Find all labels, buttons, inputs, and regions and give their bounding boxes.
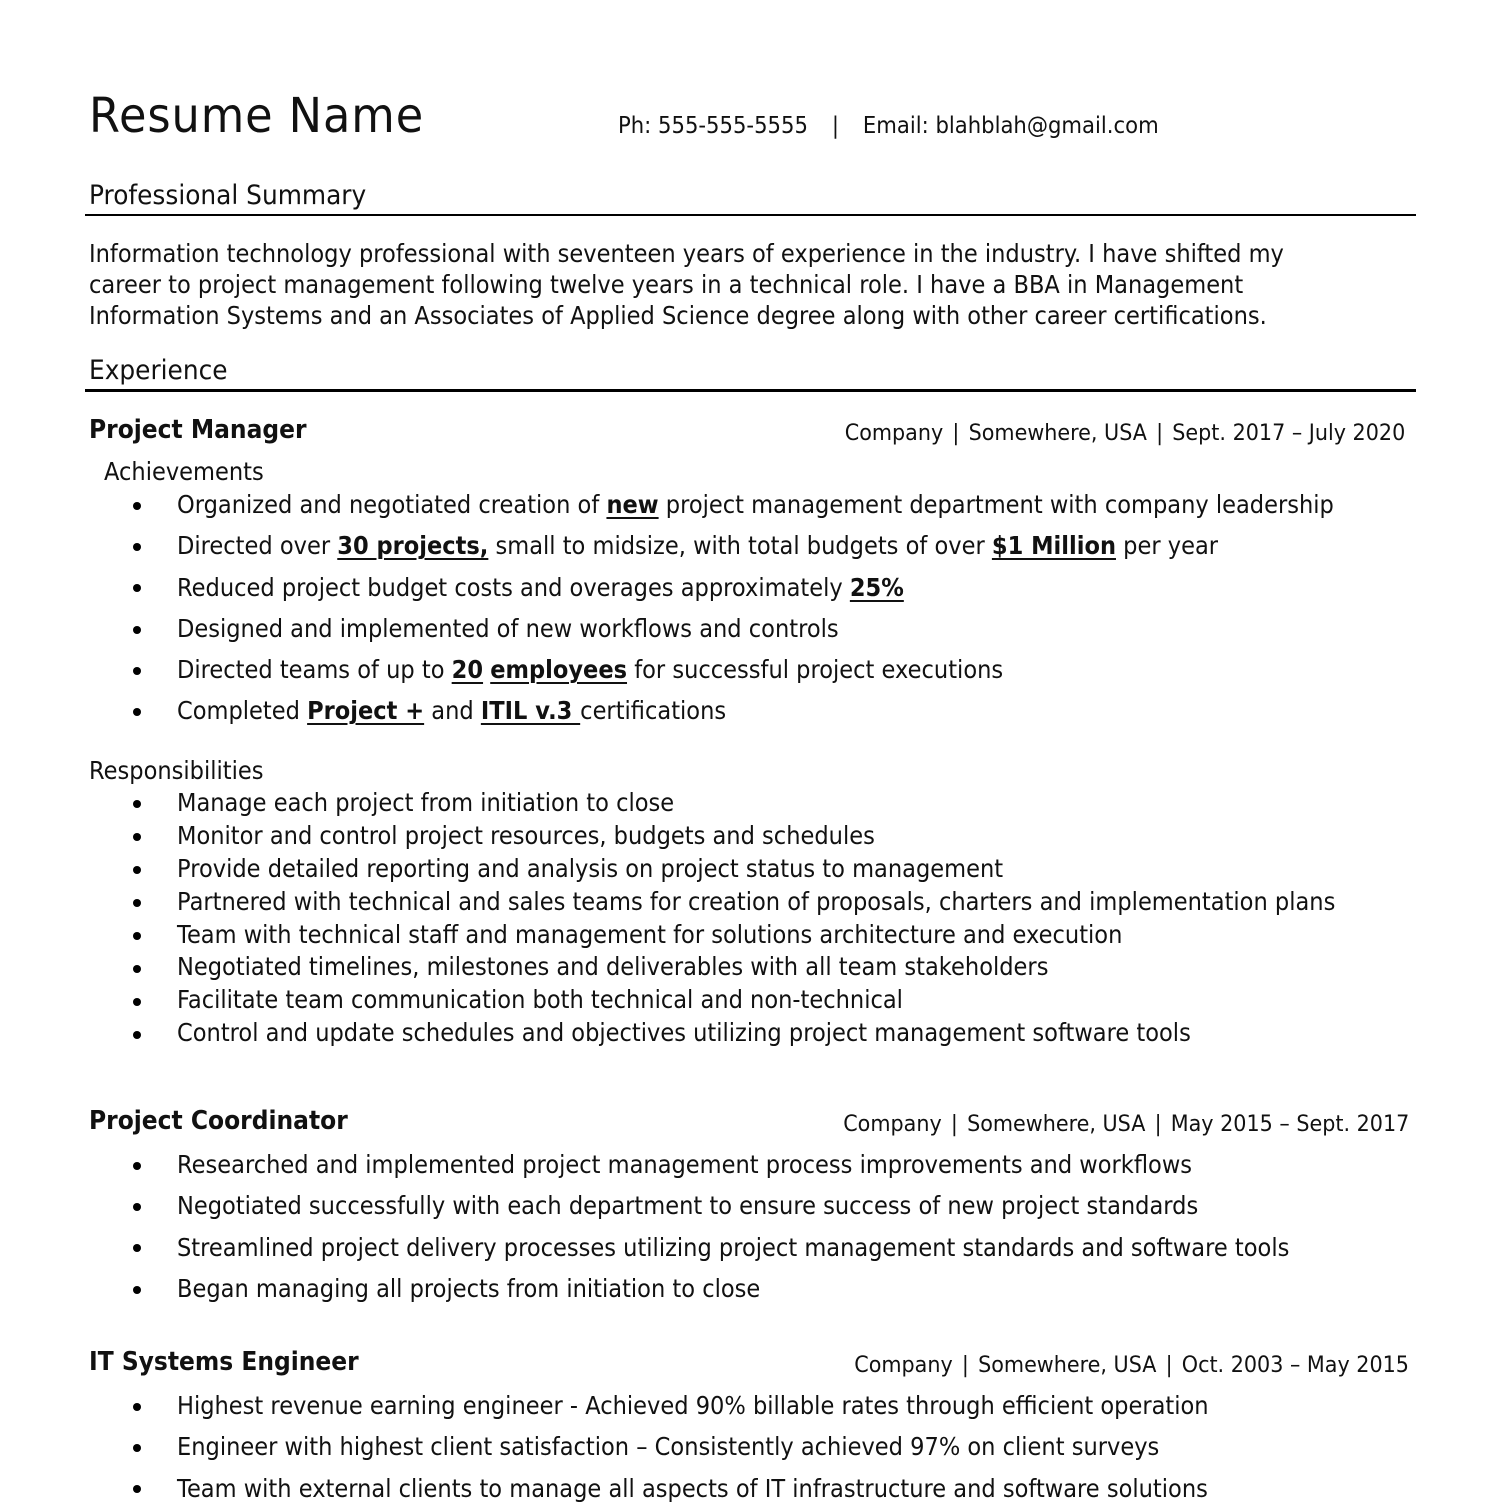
summary-paragraph [89, 238, 1377, 331]
job-title: Project Manager [89, 415, 307, 445]
item-text: Facilitate team communication both technical and non-technical [177, 985, 903, 1015]
item-text: Researched and implemented project management process improvements and workflows [177, 1150, 1193, 1179]
item-text: Team with external clients to manage all aspects of IT infrastructure and software solutions [177, 1473, 1208, 1503]
contact-separator: | [831, 113, 839, 139]
emphasis-text: ITIL v.3 [480, 696, 581, 726]
meta-separator: | [1155, 420, 1163, 446]
item-text: Directed over [177, 531, 338, 561]
job-dates: Oct. 2003 – May 2015 [1181, 1352, 1409, 1378]
section-title-experience: Experience [89, 355, 228, 386]
item-text: for successful project executions [627, 655, 1004, 685]
responsibilities-label: Responsibilities [89, 756, 264, 785]
item-text: Designed and implemented of new workflows and controls [177, 613, 839, 643]
item-text: Completed [177, 696, 308, 726]
job-title: Project Coordinator [89, 1106, 348, 1136]
bullet-icon [133, 866, 141, 874]
bullet-icon [133, 965, 141, 973]
job-meta [844, 420, 1405, 446]
emphasis-text: Project + [307, 696, 425, 726]
item-text: Began managing all projects from initiation to close [177, 1273, 761, 1303]
bullet-icon [133, 1403, 141, 1411]
item-text: Highest revenue earning engineer - Achieved 90% billable rates through efficient operation [177, 1391, 1209, 1420]
item-text: and [424, 696, 481, 726]
bullet-icon [133, 1444, 141, 1452]
item-text: Engineer with highest client satisfaction – Consistently achieved 97% on client surveys [177, 1432, 1160, 1462]
emphasis-text: new [606, 490, 659, 519]
item-text: project management department with company leadership [658, 490, 1334, 519]
bullet-icon [133, 932, 141, 940]
resume-name: Resume Name [89, 88, 425, 144]
item-text: Negotiated timelines, milestones and deliverables with all team stakeholders [177, 952, 1049, 982]
summary-line: career to project management following twelve years in a technical role. I have a BBA in Management [89, 270, 1244, 299]
job-location: Somewhere, USA [978, 1352, 1157, 1378]
item-text: Monitor and control project resources, budgets and schedules [177, 820, 875, 850]
emphasis-text: 30 projects, [337, 531, 489, 561]
item-text: Streamlined project delivery processes utilizing project management standards and software tools [177, 1232, 1290, 1262]
section-title-summary: Professional Summary [89, 180, 367, 211]
bullet-icon [133, 708, 141, 716]
bullet-icon [133, 502, 141, 510]
bullet-icon [133, 1162, 141, 1170]
meta-separator: | [961, 1352, 969, 1378]
bullet-icon [133, 833, 141, 841]
contact-info [618, 113, 1159, 139]
item-text: Partnered with technical and sales teams for creation of proposals, charters and implementation plans [177, 886, 1336, 916]
meta-separator: | [1154, 1111, 1162, 1137]
job-location: Somewhere, USA [968, 420, 1147, 446]
bullet-icon [133, 1286, 141, 1294]
meta-separator: | [950, 1111, 958, 1137]
job-dates: Sept. 2017 – July 2020 [1172, 420, 1405, 446]
item-text: per year [1115, 531, 1219, 561]
phone-number: Ph: 555-555-5555 [618, 113, 808, 139]
bullet-icon [133, 584, 141, 592]
job-title: IT Systems Engineer [89, 1347, 359, 1377]
item-text: certifications [580, 696, 727, 726]
bullet-icon [133, 543, 141, 551]
bullet-icon [133, 1244, 141, 1252]
emphasis-text: 25% [849, 572, 904, 602]
achievements-label: Achievements [104, 457, 264, 486]
emphasis-text: 20 [451, 655, 484, 685]
item-text: Reduced project budget costs and overages approximately [177, 572, 850, 602]
item-text: Organized and negotiated creation of [177, 490, 607, 519]
item-text: Provide detailed reporting and analysis on project status to management [177, 853, 1004, 883]
item-text: small to midsize, with total budgets of over [488, 531, 992, 561]
summary-line: Information Systems and an Associates of Applied Science degree along with other career certifications. [89, 301, 1267, 330]
item-text: Team with technical staff and management for solutions architecture and execution [177, 919, 1123, 949]
meta-separator: | [952, 420, 960, 446]
bullet-icon [133, 626, 141, 634]
section-divider [85, 389, 1416, 392]
section-divider [85, 214, 1416, 216]
email-address: Email: blahblah@gmail.com [862, 113, 1159, 139]
emphasis-text: $1 Million [991, 531, 1116, 561]
bullet-icon [133, 1031, 141, 1039]
job-company: Company [842, 1111, 942, 1137]
job-meta [843, 1111, 1409, 1137]
summary-line: Information technology professional with seventeen years of experience in the industry. I have shifted my [89, 239, 1284, 268]
job-meta [854, 1352, 1409, 1378]
meta-separator: | [1165, 1352, 1173, 1378]
job-company: Company [844, 420, 943, 446]
bullet-icon [133, 667, 141, 675]
emphasis-text: employees [490, 655, 628, 685]
job-dates: May 2015 – Sept. 2017 [1170, 1111, 1409, 1137]
bullet-icon [133, 800, 141, 808]
bullet-icon [133, 899, 141, 907]
bullet-icon [133, 1203, 141, 1211]
item-text: Directed teams of up to [177, 655, 452, 685]
job-location: Somewhere, USA [966, 1111, 1146, 1137]
bullet-icon [133, 1485, 141, 1493]
item-text: Negotiated successfully with each department to ensure success of new project standards [177, 1191, 1199, 1221]
item-text: Manage each project from initiation to close [177, 788, 675, 817]
bullet-icon [133, 998, 141, 1006]
job-company: Company [854, 1352, 953, 1378]
item-text: Control and update schedules and objectives utilizing project management software tools [177, 1018, 1191, 1048]
